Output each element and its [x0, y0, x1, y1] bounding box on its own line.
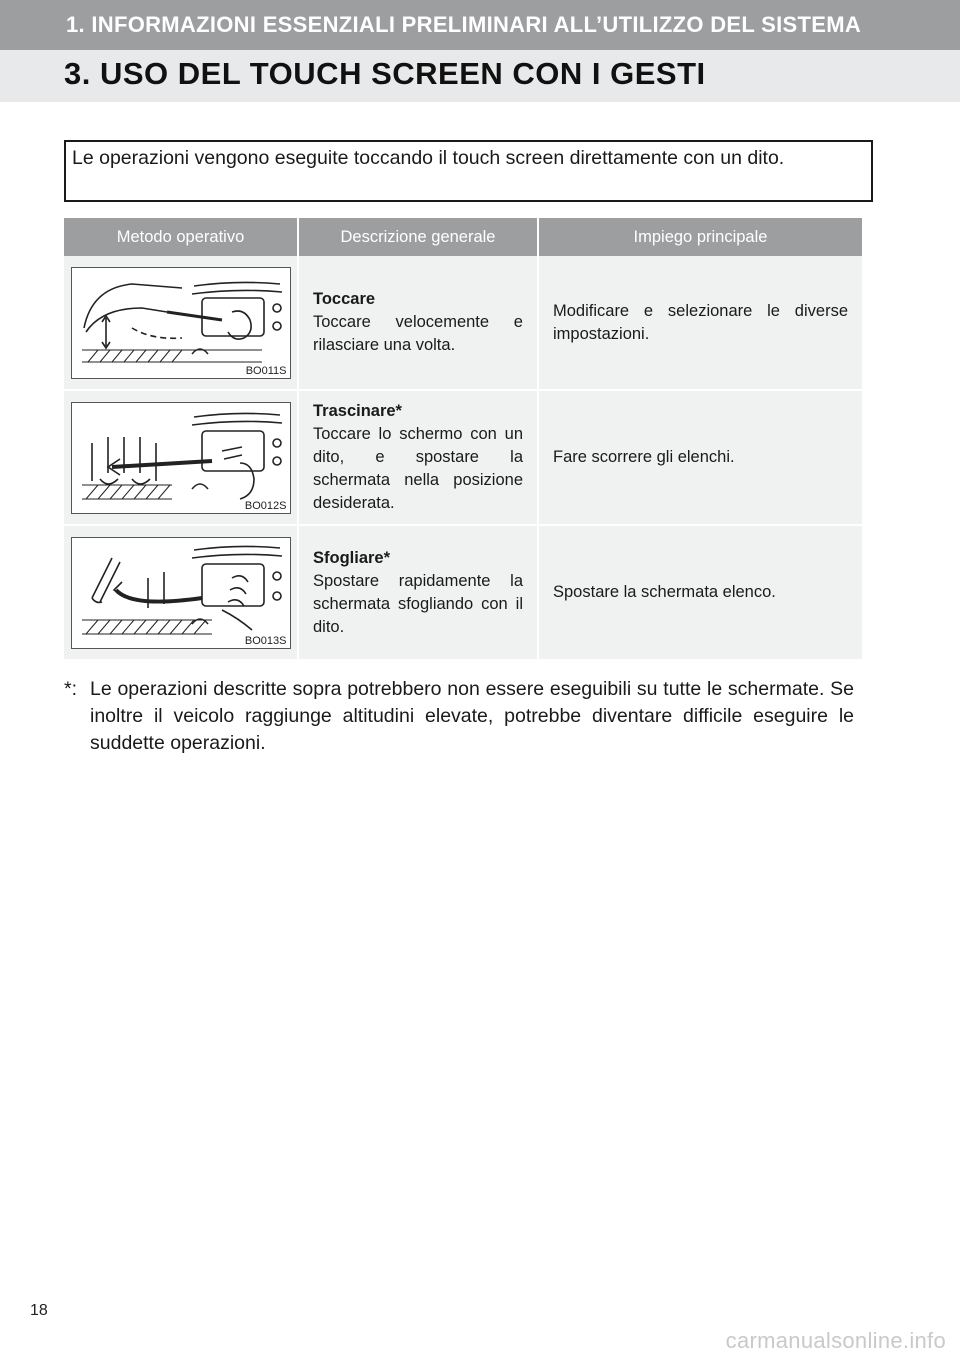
table-row: [64, 390, 862, 525]
tap-gesture-icon: [71, 267, 291, 379]
section-title: 1. INFORMAZIONI ESSENZIALI PRELIMINARI ALL’UTILIZZO DEL SISTEMA: [66, 12, 862, 37]
method-cell: [64, 525, 298, 660]
gesture-table: [64, 218, 862, 661]
table-header-row: [64, 218, 862, 256]
column-header-description: Descrizione generale: [298, 218, 538, 256]
flick-gesture-icon: [71, 537, 291, 649]
footnote: [64, 676, 854, 757]
gesture-description: Toccare lo schermo con un dito, e spostare la schermata nella posizione desiderata.: [313, 425, 523, 512]
watermark: carmanualsonline.info: [725, 1328, 946, 1353]
page-title: 3. USO DEL TOUCH SCREEN CON I GESTI: [64, 56, 706, 91]
use-cell: [538, 390, 862, 525]
description-cell: [298, 525, 538, 660]
gesture-description: Spostare rapidamente la schermata sfogliando con il dito.: [313, 571, 523, 636]
gesture-term: Trascinare*: [313, 402, 402, 420]
intro-box: [64, 140, 873, 202]
gesture-use: Fare scorrere gli elenchi.: [553, 448, 735, 466]
gesture-use: Modificare e selezionare le diverse impostazioni.: [553, 301, 848, 343]
use-cell: [538, 256, 862, 390]
figure-code: BO011S: [245, 364, 287, 377]
gesture-use: Spostare la schermata elenco.: [553, 583, 776, 601]
gesture-term: Sfogliare*: [313, 548, 391, 567]
figure-code: BO012S: [244, 499, 287, 512]
intro-text: Le operazioni vengono eseguite toccando il touch screen direttamente con un dito.: [72, 147, 785, 169]
use-cell: [538, 525, 862, 660]
section-header-bar: [0, 0, 960, 50]
method-cell: [64, 256, 298, 390]
column-header-use: Impiego principale: [538, 218, 862, 256]
description-cell: [298, 390, 538, 525]
column-header-method: Metodo operativo: [64, 218, 298, 256]
drag-gesture-icon: [71, 402, 291, 514]
footnote-mark: *:: [64, 678, 78, 700]
table-row: [64, 256, 862, 390]
title-band: [0, 50, 960, 102]
description-cell: [298, 256, 538, 390]
gesture-description: Toccare velocemente e rilasciare una volta.: [313, 313, 523, 354]
figure-code: BO013S: [244, 634, 287, 647]
method-cell: [64, 390, 298, 525]
table-row: [64, 525, 862, 660]
page-number: 18: [30, 1302, 48, 1319]
footnote-text: Le operazioni descritte sopra potrebbero non essere eseguibili su tutte le schermate. Se inoltre il veicolo raggiunge altitudini elevate, potrebbe diventare difficile eseguire le suddette operazioni.: [90, 678, 854, 754]
gesture-term: Toccare: [313, 290, 376, 308]
